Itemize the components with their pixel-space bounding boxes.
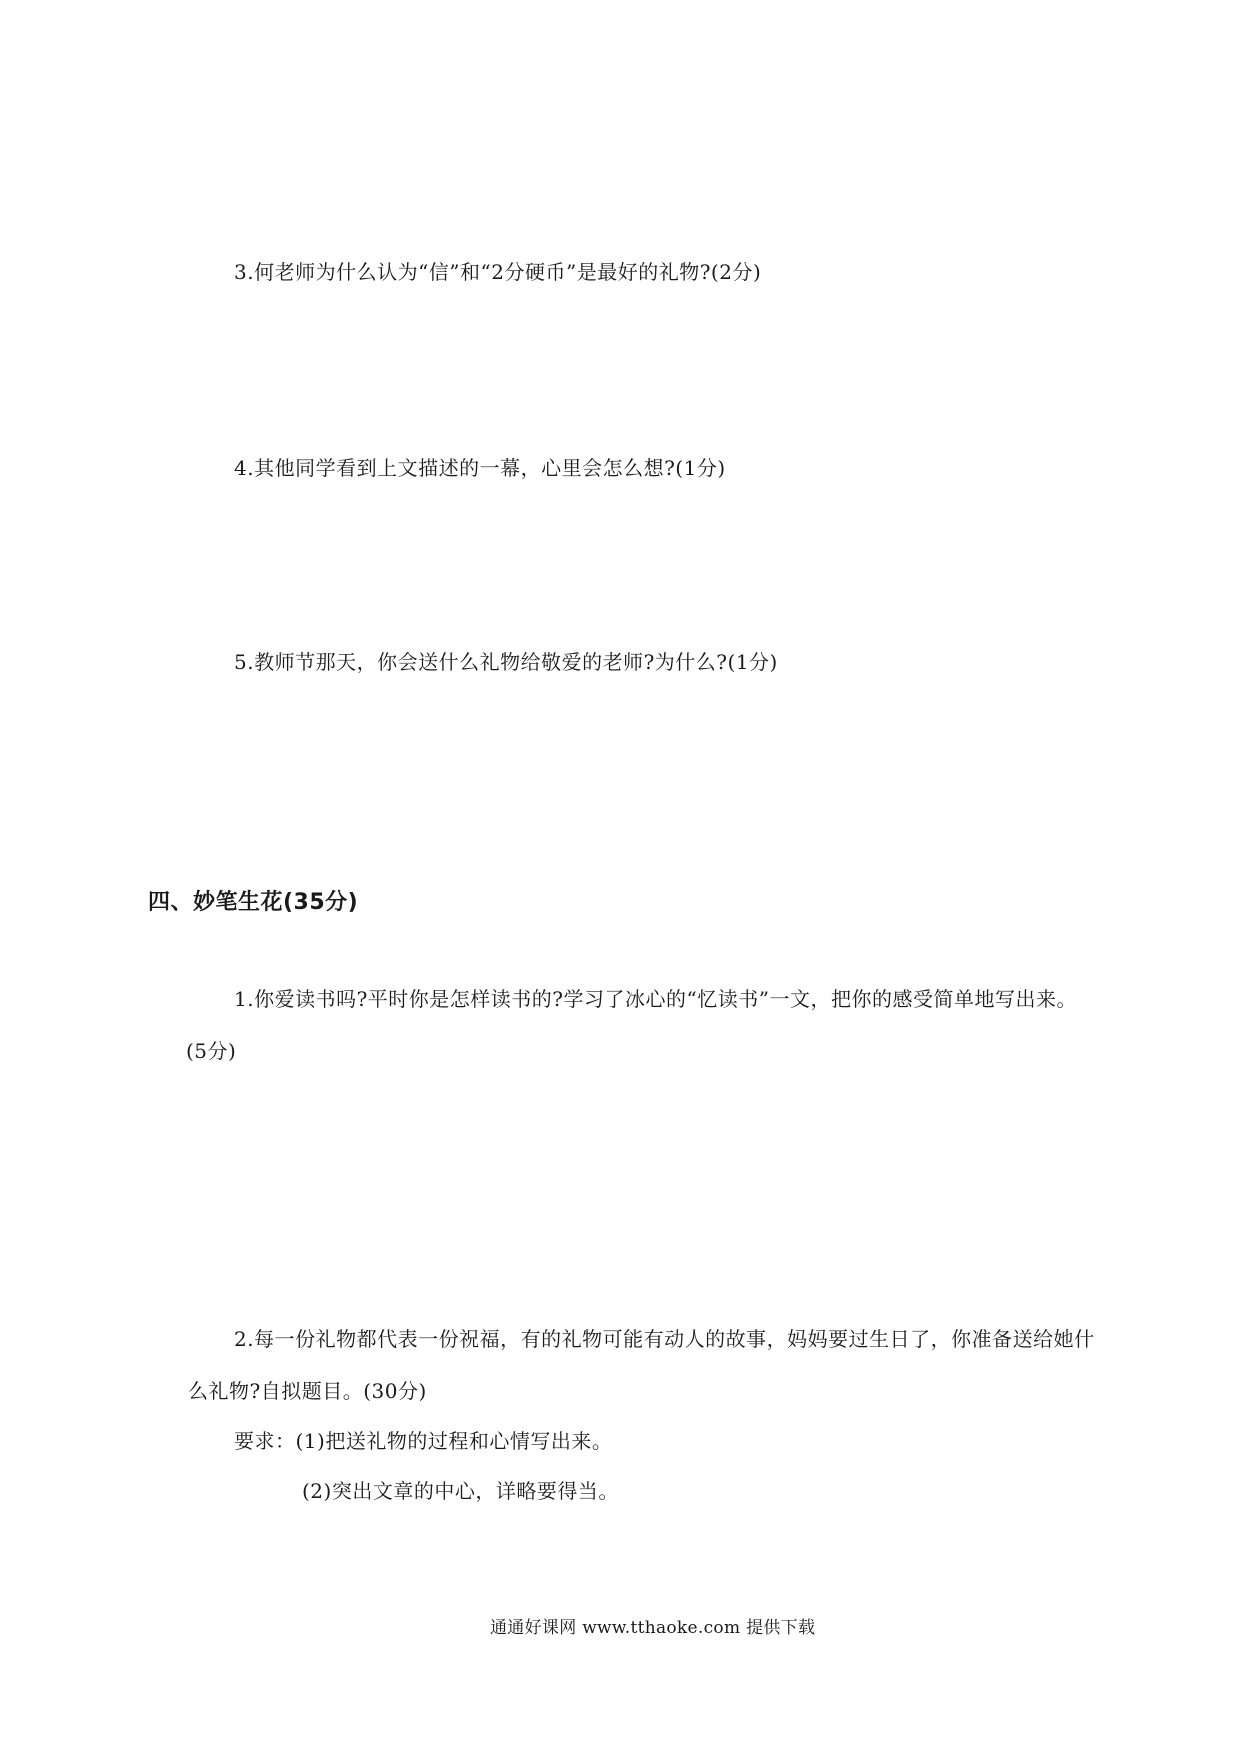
section-4-question-2-line-1: 2.每一份礼物都代表一份祝福，有的礼物可能有动人的故事，妈妈要过生日了，你准备送给她什 xyxy=(234,1327,1095,1351)
requirement-2: (2)突出文章的中心，详略要得当。 xyxy=(302,1479,619,1503)
question-3: 3.何老师为什么认为“信”和“2分硬币”是最好的礼物?(2分) xyxy=(234,260,762,284)
footer-source: 通通好课网 www.tthaoke.com 提供下载 xyxy=(490,1618,816,1638)
question-5: 5.教师节那天，你会送什么礼物给敬爱的老师?为什么?(1分) xyxy=(234,650,778,674)
section-4-title: 四、妙笔生花(35分) xyxy=(148,890,359,915)
section-4-question-1-line-2: (5分) xyxy=(186,1039,237,1063)
section-4-question-2-line-2: 么礼物?自拟题目。(30分) xyxy=(188,1379,427,1403)
section-4-question-1-line-1: 1.你爱读书吗?平时你是怎样读书的?学习了冰心的“忆读书”一文，把你的感受简单地写出来。 xyxy=(234,987,1077,1011)
requirement-1: 要求：(1)把送礼物的过程和心情写出来。 xyxy=(234,1429,613,1453)
question-4: 4.其他同学看到上文描述的一幕，心里会怎么想?(1分) xyxy=(234,456,726,480)
